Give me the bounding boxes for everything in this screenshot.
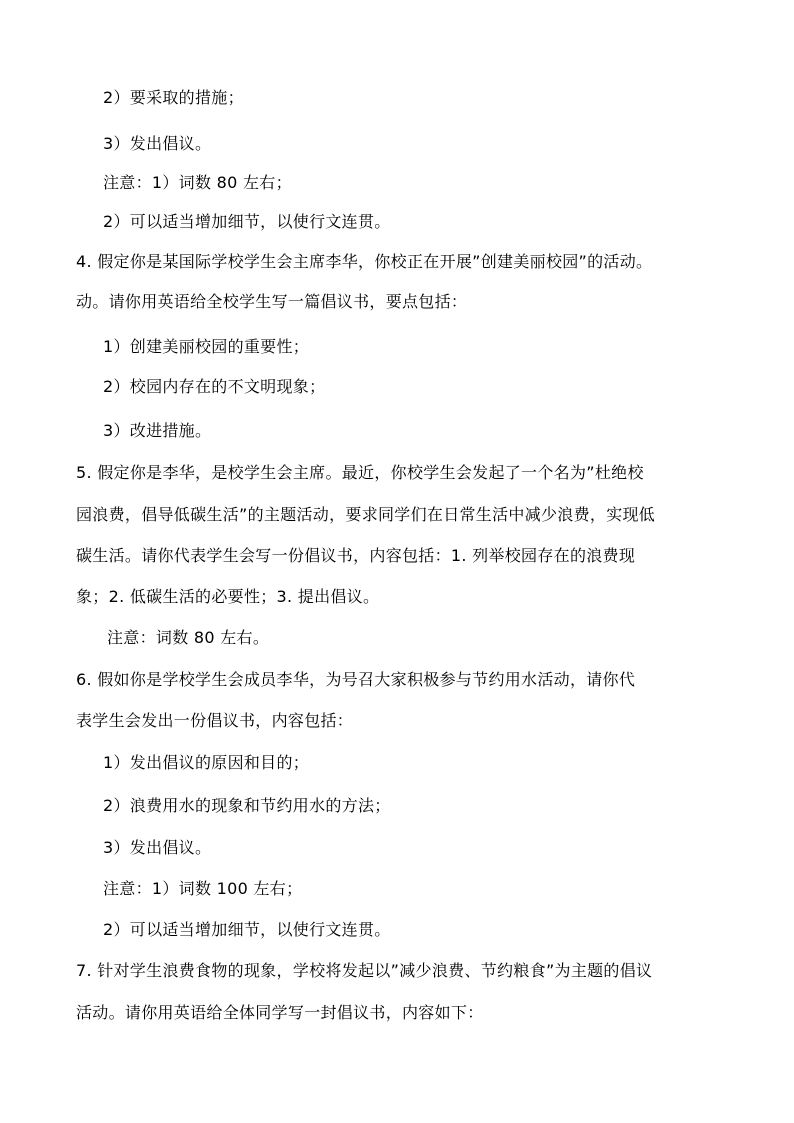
text-line: 注意：词数 80 左右。 bbox=[107, 628, 270, 647]
text-line: 注意：1）词数 80 左右； bbox=[103, 173, 292, 192]
text-line: 2）可以适当增加细节，以使行文连贯。 bbox=[103, 212, 391, 231]
text-line: 园浪费，倡导低碳生活”的主题活动，要求同学们在日常生活中减少浪费，实现低 bbox=[76, 505, 656, 524]
text-line: 1）创建美丽校园的重要性； bbox=[103, 337, 310, 356]
text-line: 2）浪费用水的现象和节约用水的方法； bbox=[103, 796, 391, 815]
text-line: 3）发出倡议。 bbox=[103, 838, 212, 857]
text-line: 2）校园内存在的不文明现象； bbox=[103, 377, 326, 396]
question-4-line: 4. 假定你是某国际学校学生会主席李华，你校正在开展”创建美丽校园”的活动。 bbox=[76, 252, 653, 271]
text-line: 碳生活。请你代表学生会写一份倡议书，内容包括：1. 列举校园存在的浪费现 bbox=[76, 546, 636, 565]
text-line: 动。请你用英语给全校学生写一篇倡议书，要点包括： bbox=[76, 292, 468, 311]
text-line: 3）发出倡议。 bbox=[103, 134, 212, 153]
text-line: 3）改进措施。 bbox=[103, 421, 212, 440]
question-5-line: 5. 假定你是李华，是校学生会主席。最近，你校学生会发起了一个名为”杜绝校 bbox=[76, 463, 644, 482]
text-line: 2）可以适当增加细节，以使行文连贯。 bbox=[103, 920, 391, 939]
text-line: 1）发出倡议的原因和目的； bbox=[103, 753, 310, 772]
text-line: 表学生会发出一份倡议书，内容包括： bbox=[76, 711, 354, 730]
text-line: 活动。请你用英语给全体同学写一封倡议书，内容如下： bbox=[76, 1003, 484, 1022]
text-line: 2）要采取的措施； bbox=[103, 88, 244, 107]
question-6-line: 6. 假如你是学校学生会成员李华，为号召大家积极参与节约用水活动，请你代 bbox=[76, 670, 636, 689]
text-line: 象；2. 低碳生活的必要性；3. 提出倡议。 bbox=[76, 587, 380, 606]
question-7-line: 7. 针对学生浪费食物的现象，学校将发起以”减少浪费、节约粮食”为主题的倡议 bbox=[76, 961, 653, 980]
text-line: 注意：1）词数 100 左右； bbox=[103, 879, 303, 898]
